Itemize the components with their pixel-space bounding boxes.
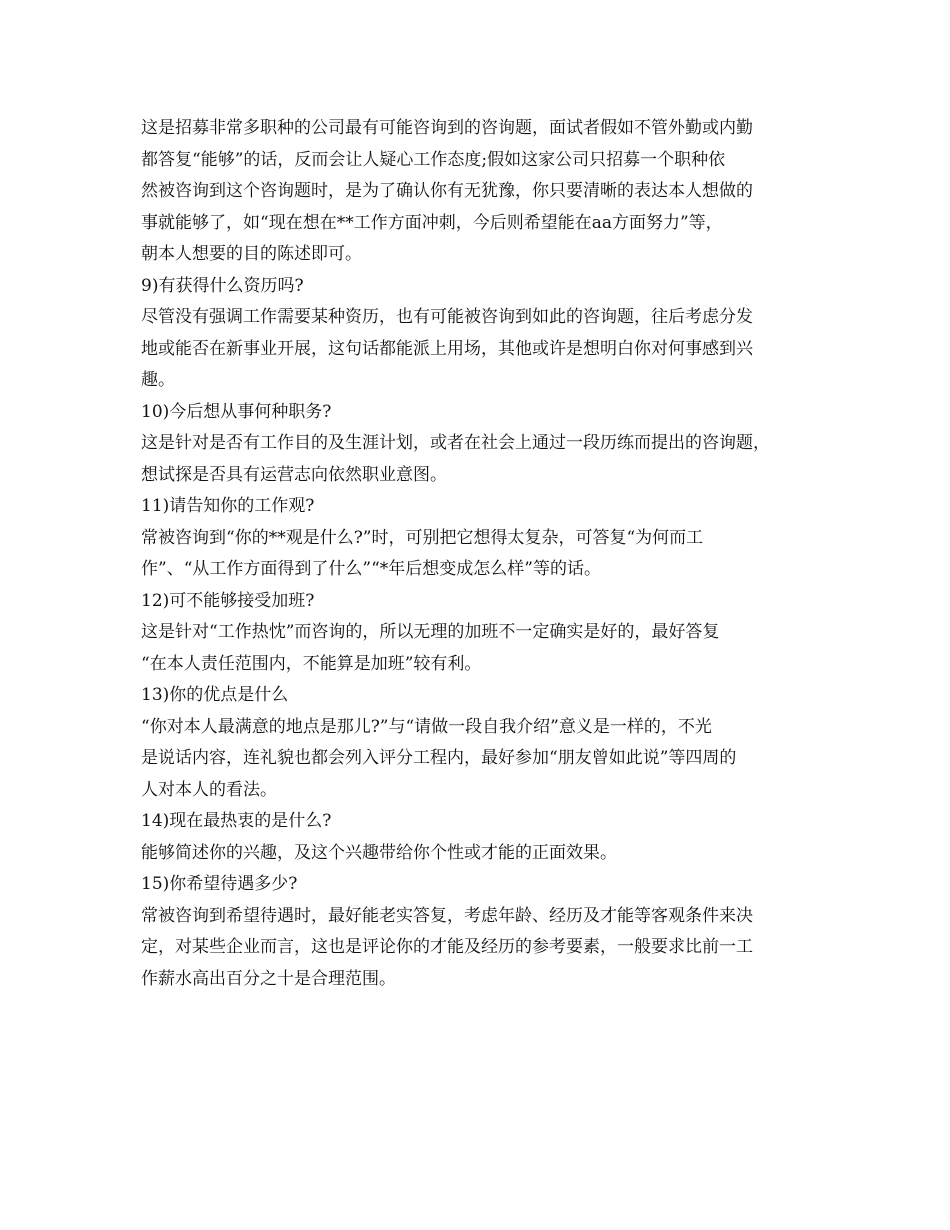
answer-12-paragraph: 这是针对“工作热忱”而咨询的，所以无理的加班不一定确实是好的，最好答复 “在本人责任范围内，不能算是加班”较有利。 (141, 622, 720, 674)
question-11-heading: 11)请告知你的工作观? (141, 496, 315, 516)
answer-9-paragraph: 尽管没有强调工作需要某种资历，也有可能被咨询到如此的咨询题，往后考虑分发 地或能否在新事业开展，这句话都能派上用场，其他或许是想明白你对何事感到兴 趣。 (141, 307, 753, 390)
question-15-heading: 15)你希望待遇多少? (141, 874, 298, 894)
question-12-heading: 12)可不能够接受加班? (141, 590, 315, 611)
paragraph-intro: 这是招募非常多职种的公司最有可能咨询到的咨询题，面试者假如不管外勤或内勤 都答复“能够”的话，反而会让人疑心工作态度;假如这家公司只招募一个职种依 然被咨询到这个咨询题时，是为了确认你有无犹豫，你只要清晰的表达本人想做的 事就能够了，如“现在想在**工作方面冲刺，今后则希望能在aa方面努力”等， 朝本人想要的目的陈述即可。 (141, 118, 753, 264)
question-9-heading: 9)有获得什么资历吗? (141, 275, 304, 296)
question-13-heading: 13)你的优点是什么 (141, 685, 289, 705)
answer-11-paragraph: 常被咨询到“你的**观是什么?”时，可别把它想得太复杂，可答复“为何而工 作”、“从工作方面得到了什么”“*年后想变成怎么样”等的话。 (141, 527, 704, 579)
answer-14-paragraph: 能够简述你的兴趣，及这个兴趣带给你个性或才能的正面效果。 (141, 842, 617, 863)
question-14-heading: 14)现在最热衷的是什么? (141, 811, 332, 831)
document-body (141, 113, 821, 995)
answer-10-paragraph: 这是针对是否有工作目的及生涯计划，或者在社会上通过一段历练而提出的咨询题， 想试探是否具有运营志向依然职业意图。 (141, 433, 770, 485)
answer-15-paragraph: 常被咨询到希望待遇时，最好能老实答复，考虑年龄、经历及才能等客观条件来决 定，对某些企业而言，这也是评论你的才能及经历的参考要素，一般要求比前一工 作薪水高出百分之十是合理范围。 (141, 905, 753, 989)
answer-13-paragraph: “你对本人最满意的地点是那儿?”与“请做一段自我介绍”意义是一样的，不光 是说话内容，连礼貌也都会列入评分工程内，最好参加“朋友曾如此说”等四周的 人对本人的看法。 (141, 716, 737, 800)
question-10-heading: 10)今后想从事何种职务? (141, 401, 332, 422)
